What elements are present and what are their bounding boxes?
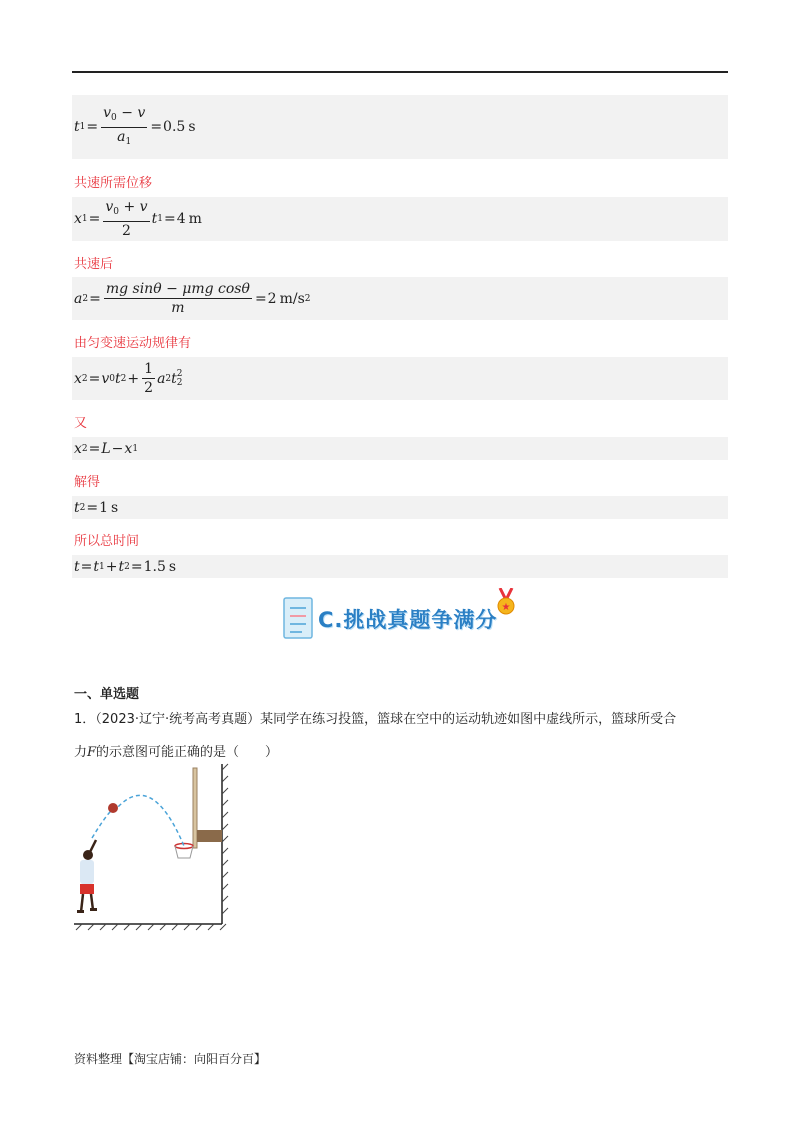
section-title: 一、单选题 bbox=[74, 687, 140, 702]
formula-x2-relation: x 2 = L − x 1 bbox=[72, 437, 728, 460]
svg-text:★: ★ bbox=[501, 602, 511, 613]
formula-x2: x 2 = v 0 t 2 + $\frac{1}{2}$ a 2 t 2 2 bbox=[72, 357, 728, 400]
banner-title: C.挑战真题争满分 bbox=[318, 608, 498, 632]
solution-label-displacement: 共速所需位移 bbox=[74, 176, 153, 191]
formula-t2: t 2 = 1 s bbox=[72, 496, 728, 519]
question-text-line2: 力F的示意图可能正确的是（ ） bbox=[74, 745, 279, 760]
solution-label-solve: 解得 bbox=[74, 475, 101, 490]
solution-label-after: 共速后 bbox=[74, 257, 114, 272]
solution-label-law: 由匀变速运动规律有 bbox=[74, 336, 192, 351]
formula-x1: x 1 = $\frac{v_0 + v}{2}$ t 1 = 4 m bbox=[72, 197, 728, 241]
solution-label-total: 所以总时间 bbox=[74, 534, 140, 549]
formula-t1: t 1 = $\frac{v_0 - v}{a_1}$ = 0.5 s bbox=[72, 95, 728, 159]
formula-a2: a 2 = $\frac{\text{mg sinθ − μmg cosθ}}{m}$ = 2 m/s 2 bbox=[72, 277, 728, 320]
question-text-line1: 1．（2023·辽宁·统考高考真题）某同学在练习投篮，篮球在空中的运动轨迹如图中虚线所示，篮球所受合 bbox=[74, 712, 677, 727]
section-banner bbox=[282, 588, 522, 644]
basketball-figure bbox=[72, 760, 232, 936]
formula-total-time: t = t 1 + t 2 = 1.5 s bbox=[72, 555, 728, 578]
footer-note: 资料整理【淘宝店铺：向阳百分百】 bbox=[74, 1052, 267, 1066]
solution-label-also: 又 bbox=[74, 416, 88, 431]
header-rule bbox=[72, 71, 728, 73]
